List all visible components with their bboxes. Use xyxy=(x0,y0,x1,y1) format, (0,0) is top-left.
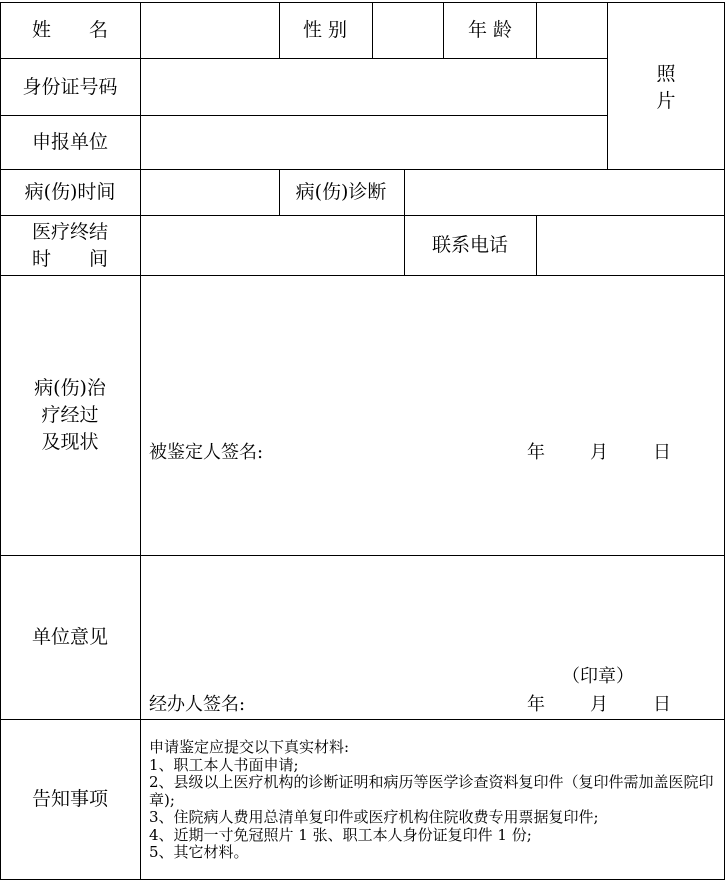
treatment-history-label: 疗经过 xyxy=(41,404,99,426)
date-month: 月 xyxy=(590,694,608,715)
grid-line xyxy=(0,2,725,3)
grid-line xyxy=(443,2,444,59)
treatment-history-label: 及现状 xyxy=(41,431,99,453)
treatment-end-label: 时 间 xyxy=(31,248,109,270)
grid-line xyxy=(0,555,725,556)
notice-label: 告知事项 xyxy=(31,788,109,810)
date-day: 日 xyxy=(653,694,671,715)
age-label: 年 龄 xyxy=(467,19,513,41)
grid-line xyxy=(0,879,725,880)
gender-label: 性 别 xyxy=(302,19,348,41)
date-year: 年 xyxy=(527,442,545,463)
injury-time-label: 病(伤)时间 xyxy=(24,181,116,203)
name-label: 姓 名 xyxy=(31,19,109,41)
grid-line xyxy=(372,2,373,59)
grid-line xyxy=(0,719,725,720)
grid-line xyxy=(140,2,141,880)
phone-label: 联系电话 xyxy=(431,234,509,256)
id-number-label: 身份证号码 xyxy=(22,76,118,98)
grid-line xyxy=(0,275,725,276)
grid-line xyxy=(0,215,725,216)
date-day: 日 xyxy=(653,442,671,463)
grid-line xyxy=(536,2,537,59)
notice-content xyxy=(149,739,721,862)
grid-line xyxy=(607,2,608,170)
notice-line: 3、住院病人费用总清单复印件或医疗机构住院收费专用票据复印件; xyxy=(149,808,599,826)
grid-line xyxy=(0,169,725,170)
notice-line: 2、县级以上医疗机构的诊断证明和病历等医学诊查资料复印件（复印件需加盖医院印章); xyxy=(149,773,714,809)
unit-opinion-label: 单位意见 xyxy=(31,626,109,648)
grid-line xyxy=(404,169,405,276)
handler-signature-label: 经办人签名: xyxy=(149,694,246,715)
grid-line xyxy=(279,2,280,59)
date-year: 年 xyxy=(527,694,545,715)
notice-line: 5、其它材料。 xyxy=(149,843,249,861)
notice-line: 申请鉴定应提交以下真实材料: xyxy=(149,738,350,756)
grid-line xyxy=(0,115,608,116)
appraisee-signature-label: 被鉴定人签名: xyxy=(149,442,264,463)
grid-line xyxy=(279,169,280,216)
treatment-history-label: 病(伤)治 xyxy=(34,377,106,399)
seal-label: （印章） xyxy=(562,666,634,687)
photo-label: 片 xyxy=(656,90,676,112)
notice-line: 1、职工本人书面申请; xyxy=(149,755,299,774)
grid-line xyxy=(0,58,608,59)
date-month: 月 xyxy=(590,442,608,463)
grid-line xyxy=(0,2,1,880)
photo-label: 照 xyxy=(656,63,676,85)
treatment-end-label: 医疗终结 xyxy=(31,221,109,243)
grid-line xyxy=(724,2,725,880)
notice-line: 4、近期一寸免冠照片 1 张、职工本人身份证复印件 1 份; xyxy=(149,825,532,844)
reporting-unit-label: 申报单位 xyxy=(31,131,109,153)
diagnosis-label: 病(伤)诊断 xyxy=(295,181,387,203)
grid-line xyxy=(536,215,537,276)
